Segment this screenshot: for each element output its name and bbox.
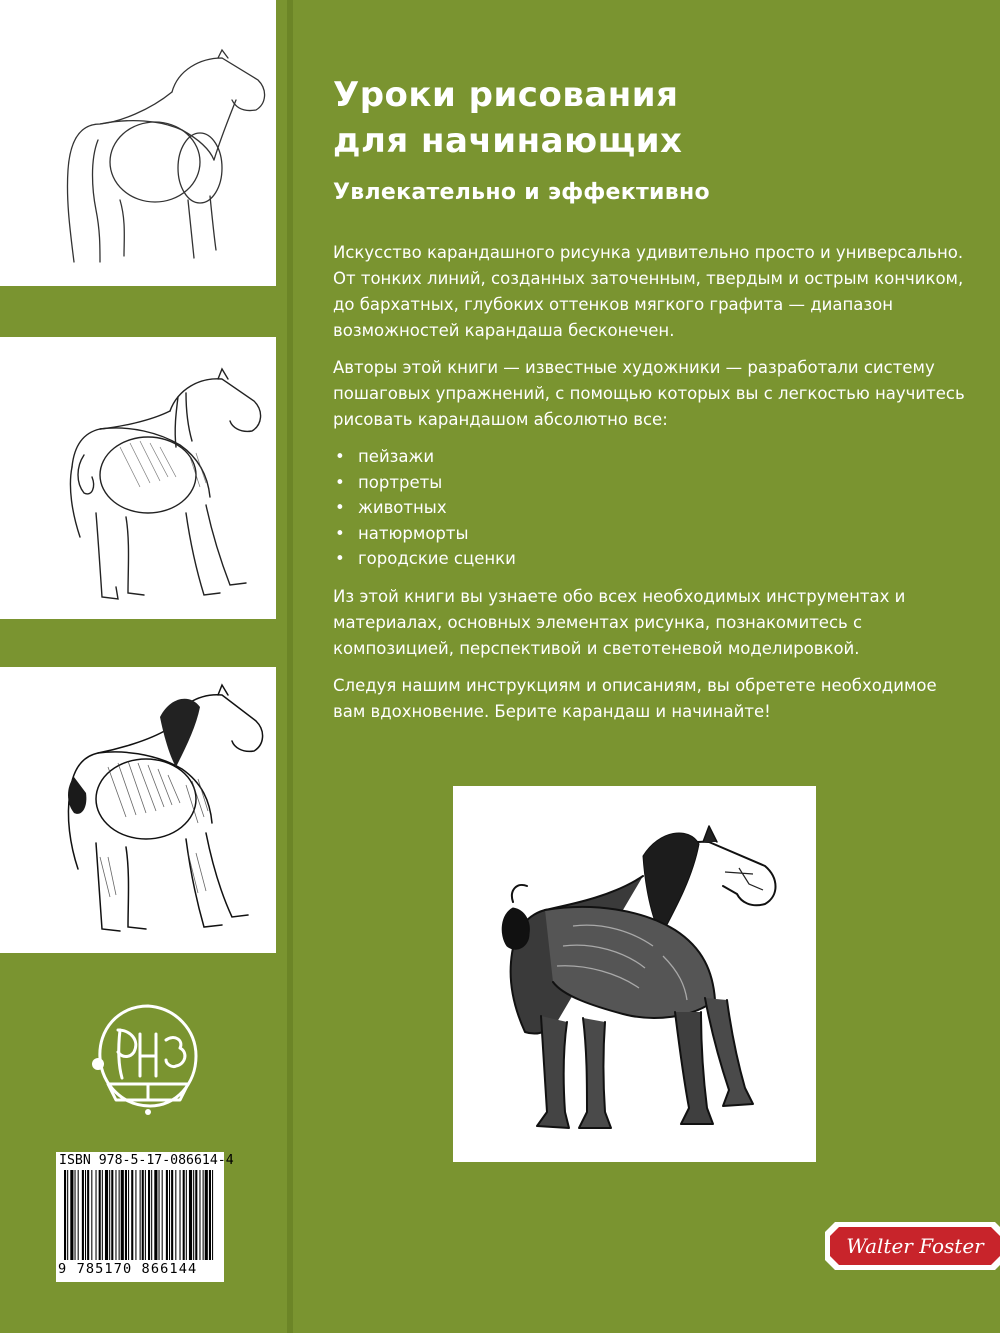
topic-label: животных (358, 498, 447, 517)
topic-label: портреты (358, 472, 443, 492)
back-cover-text-area (293, 0, 1000, 1333)
book-title (333, 72, 682, 164)
book-subtitle: Увлекательно и эффективно (333, 180, 710, 205)
horse-sketch-step-1 (0, 0, 276, 286)
paragraph-intro: Искусство карандашного рисунка удивительно просто и универсально. От тонких линий, созданных заточенным, твердым и острым кончиком, до бархатных, глубоких оттенков мягкого графита — диапазон возможностей карандаша бесконечен. (333, 243, 964, 340)
horse-sketch-step-3 (0, 667, 276, 953)
publisher-emblem-icon (88, 1000, 208, 1115)
bullet-icon: • (335, 498, 345, 517)
bullet-icon: • (335, 447, 345, 466)
isbn-label: ISBN 978-5-17-086614-4 (59, 1153, 234, 1168)
barcode-digits: 9 785170 866144 (58, 1261, 198, 1277)
paragraph-closing: Следуя нашим инструкциям и описаниям, вы обретете необходимое вам вдохновение. Берите карандаш и начинайте! (333, 675, 937, 721)
book-title-line-1: Уроки рисования (333, 75, 679, 115)
barcode-bars (64, 1170, 216, 1260)
walter-foster-logo-text: Walter Foster (846, 1234, 984, 1258)
list-item (333, 444, 973, 470)
walter-foster-logo (821, 1218, 1000, 1274)
list-item (333, 495, 973, 521)
topic-list (333, 444, 973, 572)
list-item (333, 521, 973, 547)
description (333, 240, 973, 736)
paragraph-authors: Авторы этой книги — известные художники — разработали систему пошаговых упражнений, с помощью которых вы с легкостью научитесь рисовать карандашом абсолютно все: (333, 358, 965, 429)
list-item (333, 546, 973, 572)
bullet-icon: • (335, 523, 345, 543)
finished-horse-drawing (453, 786, 816, 1162)
horse-sketch-step-2 (0, 337, 276, 619)
topic-label: пейзажи (358, 447, 435, 466)
bullet-icon: • (335, 472, 345, 492)
left-column (0, 0, 287, 1333)
list-item (333, 470, 973, 496)
topic-label: натюрморты (358, 523, 469, 543)
barcode-block (56, 1152, 234, 1282)
topic-label: городские сценки (358, 549, 516, 568)
paragraph-learn: Из этой книги вы узнаете обо всех необходимых инструментах и материалах, основных элементах рисунка, познакомитесь с композицией, перспективой и светотеневой моделировкой. (333, 586, 906, 658)
bullet-icon: • (335, 549, 345, 568)
book-title-line-2: для начинающих (333, 121, 683, 161)
